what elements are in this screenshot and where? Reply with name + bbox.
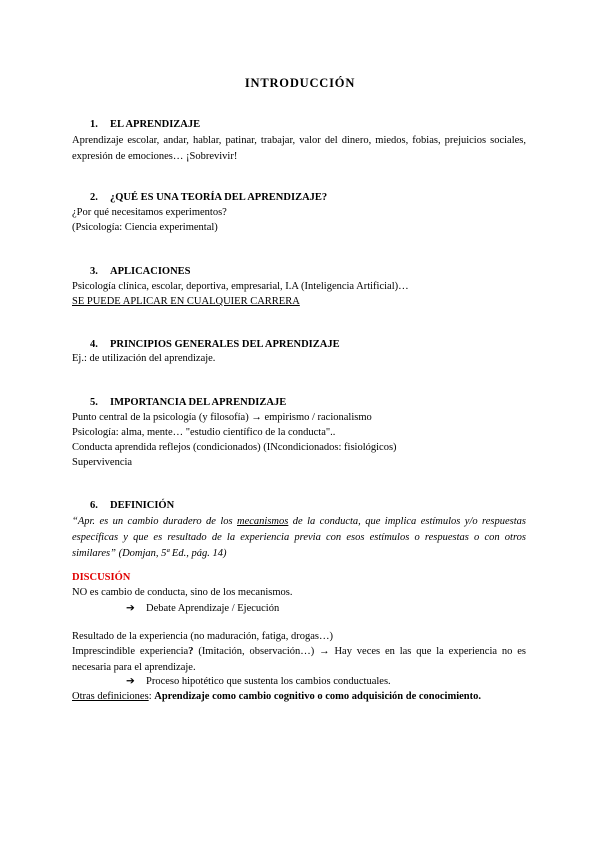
- section-number: 5.: [90, 397, 98, 408]
- section-title: ¿QUÉ ES UNA TEORÍA DEL APRENDIZAJE?: [110, 192, 328, 203]
- quote-mecanismos: mecanismos: [237, 516, 289, 527]
- discusion-line-3: [72, 644, 526, 676]
- discusion-heading: DISCUSIÓN: [72, 572, 131, 583]
- page-title: INTRODUCCIÓN: [244, 76, 356, 90]
- other-definitions-text: Aprendizaje como cambio cognitivo o como adquisición de conocimiento.: [154, 691, 481, 702]
- section-3-line-1: Psicología clínica, escolar, deportiva, empresarial, I.A (Inteligencia Artificial)…: [72, 281, 409, 292]
- quote-text-end: de la conducta, que implica estímulos y/o respuestas específicas y que es resultado de la experiencia previa con esos estímulos o respuestas o con otros similares” (Domjan, 5ª Ed., pág. 14): [72, 516, 526, 559]
- section-number: 4.: [90, 339, 98, 350]
- discusion-line-1: NO es cambio de conducta, sino de los mecanismos.: [72, 587, 293, 598]
- section-number: 1.: [90, 119, 98, 130]
- discusion-line-2: Resultado de la experiencia (no maduración, fatiga, drogas…): [72, 631, 333, 642]
- definition-quote: [72, 514, 526, 562]
- discusion-bullet-1: [126, 602, 279, 614]
- section-title: APLICACIONES: [110, 266, 191, 277]
- section-heading-6: [90, 500, 174, 511]
- other-definitions: [72, 691, 481, 702]
- section-heading-4: [90, 339, 340, 350]
- section-title: IMPORTANCIA DEL APRENDIZAJE: [110, 397, 287, 408]
- section-heading-5: [90, 397, 286, 408]
- section-5-line-4: Supervivencia: [72, 457, 133, 468]
- arrow-icon: ➔: [126, 676, 135, 687]
- section-title: PRINCIPIOS GENERALES DEL APRENDIZAJE: [110, 339, 340, 350]
- section-heading-3: [90, 266, 191, 277]
- other-definitions-label: Otras definiciones: [72, 691, 149, 702]
- section-2-line-1: ¿Por qué necesitamos experimentos?: [72, 207, 227, 218]
- section-title: EL APRENDIZAJE: [110, 119, 201, 130]
- section-5-line-1: Punto central de la psicología (y filosofía) → empirismo / racionalismo: [72, 412, 372, 423]
- section-4-line-1: Ej.: de utilización del aprendizaje.: [72, 353, 216, 364]
- bullet-text: Proceso hipotético que sustenta los cambios conductuales.: [146, 676, 391, 687]
- section-heading-1: [90, 119, 200, 130]
- line3-end: (Imitación, observación…) → Hay veces en las que la experiencia no es necesaria para el aprendizaje.: [72, 646, 526, 673]
- other-definitions-sep: :: [148, 691, 155, 702]
- section-5-line-2: Psicología: alma, mente… "estudio científico de la conducta"..: [72, 427, 336, 438]
- quote-text-start: “Apr. es un cambio duradero de los: [72, 516, 238, 527]
- section-2-line-2: (Psicología: Ciencia experimental): [72, 222, 218, 233]
- section-number: 3.: [90, 266, 98, 277]
- section-1-text: Aprendizaje escolar, andar, hablar, patinar, trabajar, valor del dinero, miedos, fobias, prejuicios sociales, expresión de emociones… ¡Sobrevivir!: [72, 135, 526, 162]
- line3-start: Imprescindible experiencia: [72, 646, 189, 657]
- section-5-line-3: Conducta aprendida reflejos (condicionados) (INcondicionados: fisiológicos): [72, 442, 397, 453]
- arrow-icon: ➔: [126, 603, 135, 614]
- section-heading-2: [90, 192, 327, 203]
- line3-question: ?: [188, 646, 194, 657]
- bullet-text: Debate Aprendizaje / Ejecución: [146, 603, 280, 614]
- section-3-line-2: SE PUEDE APLICAR EN CUALQUIER CARRERA: [72, 296, 300, 307]
- discusion-bullet-2: [126, 675, 391, 687]
- section-title: DEFINICIÓN: [110, 500, 175, 511]
- section-number: 2.: [90, 192, 98, 203]
- section-number: 6.: [90, 500, 98, 511]
